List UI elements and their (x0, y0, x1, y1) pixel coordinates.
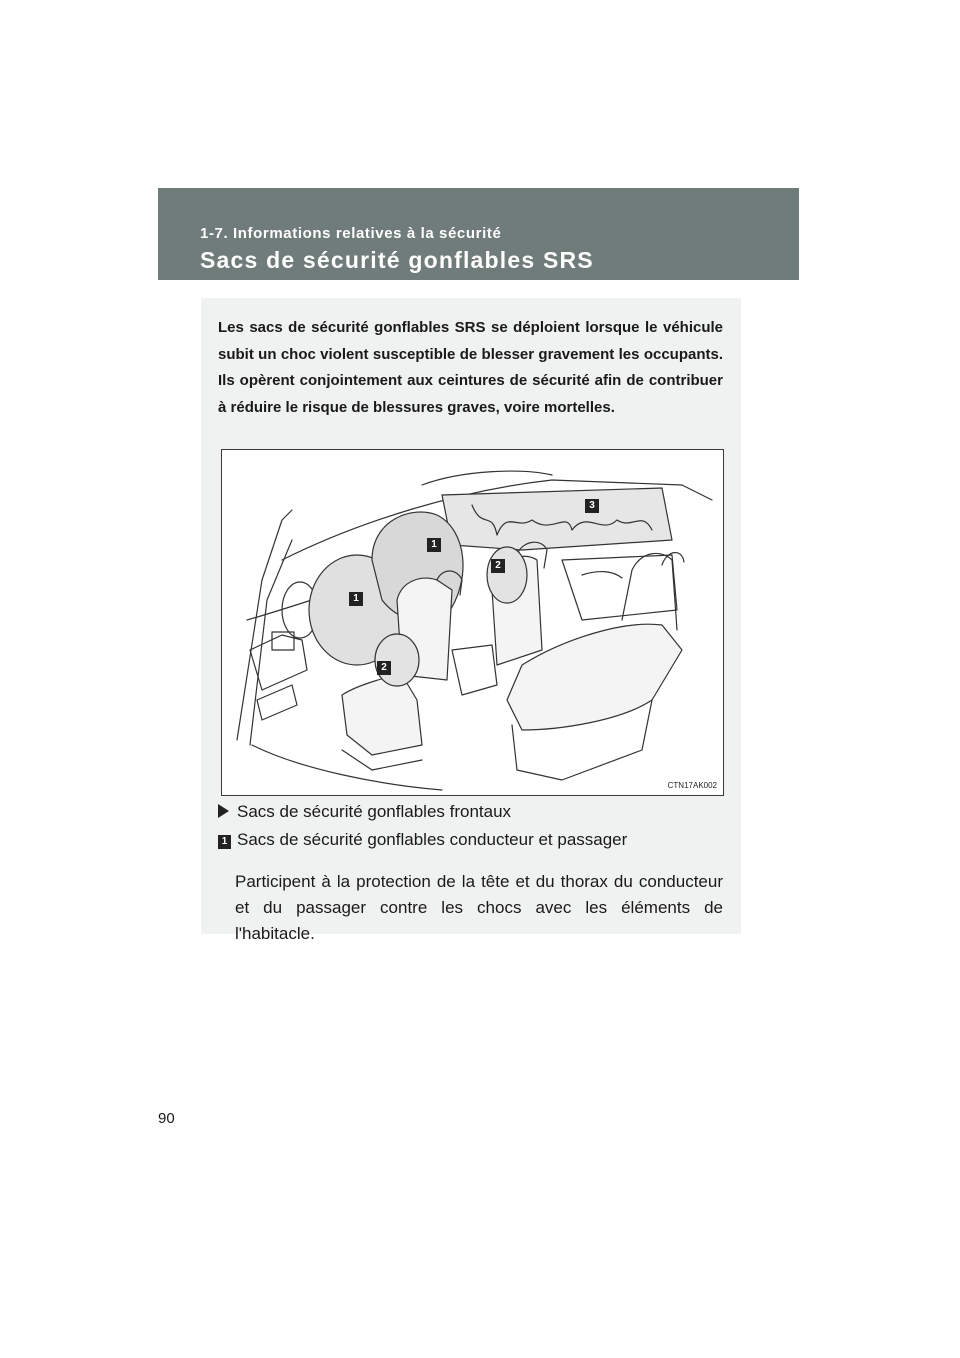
figure-code: CTN17AK002 (667, 781, 717, 790)
heading-text: Sacs de sécurité gonflables frontaux (237, 802, 512, 821)
section-label: 1-7. Informations relatives à la sécurité (200, 225, 502, 242)
section-header (158, 188, 799, 280)
intro-paragraph: Les sacs de sécurité gonflables SRS se déploient lorsque le véhicule subit un choc violent susceptible de blesser gravement les occupants. Ils opèrent conjointement aux ceintures de sécurité afin de contribuer à réduire le risque de blessures graves, voire mortelles. (218, 319, 723, 416)
arrow-right-icon (218, 804, 229, 818)
callout-label: 2 (377, 661, 391, 675)
list-item (218, 827, 627, 853)
callout-label: 1 (427, 538, 441, 552)
callout-label: 3 (585, 499, 599, 513)
page-number: 90 (158, 1110, 175, 1127)
item-number-badge: 1 (218, 835, 231, 849)
callout-label: 1 (349, 592, 363, 606)
item-description: Participent à la protection de la tête et du thorax du conducteur et du passager contre les chocs avec les éléments de l'habitacle. (235, 872, 723, 943)
callout-label: 2 (491, 559, 505, 573)
item-label: Sacs de sécurité gonflables conducteur et passager (237, 830, 628, 849)
content-panel (201, 298, 741, 943)
section-heading (218, 799, 511, 825)
airbag-illustration (221, 449, 724, 796)
car-interior-drawing (222, 450, 723, 795)
page-title: Sacs de sécurité gonflables SRS (200, 247, 594, 273)
